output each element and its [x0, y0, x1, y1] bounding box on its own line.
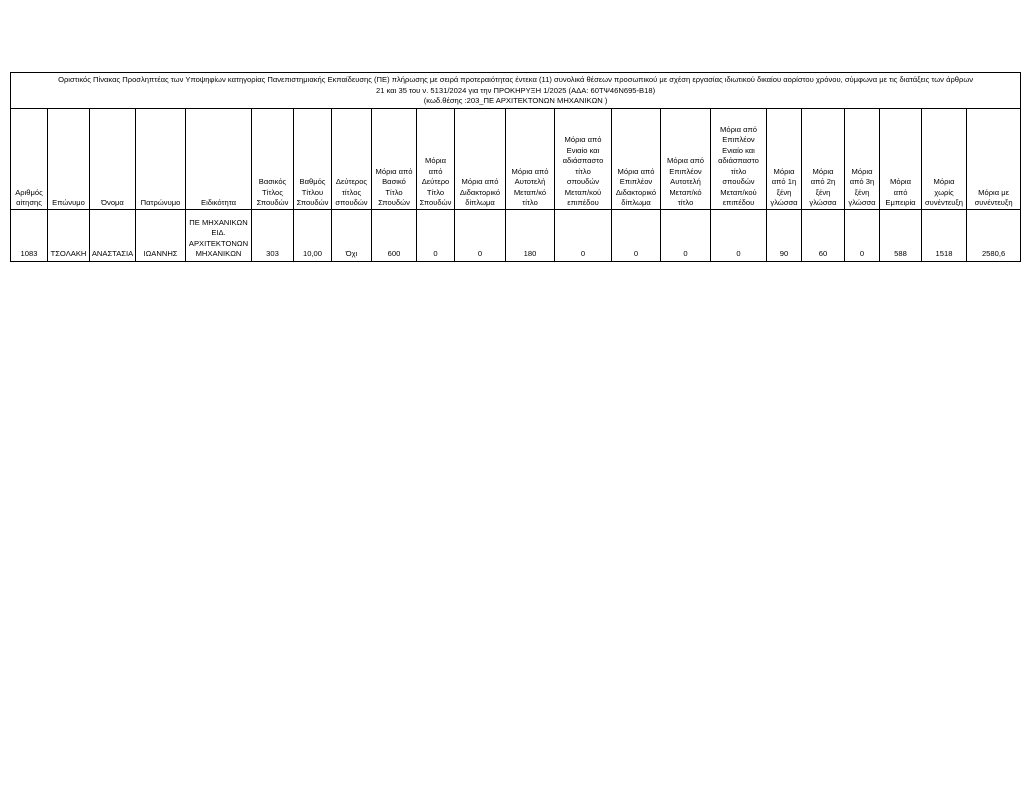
table-cell: 588	[880, 209, 922, 261]
column-header: Μόρια από Επιπλέον Αυτοτελή Μεταπ/κό τίτλο	[661, 108, 711, 209]
table-cell: Όχι	[332, 209, 372, 261]
table-cell: 0	[661, 209, 711, 261]
column-header: Όνομα	[90, 108, 136, 209]
title-line-2: 21 και 35 του ν. 5131/2024 για την ΠΡΟΚΗΡΥΞΗ 1/2025 (ΑΔΑ: 60ΤΨ46Ν695-Β18)	[376, 85, 656, 95]
header-row	[11, 108, 1021, 209]
column-header: Μόρια από Αυτοτελή Μεταπ/κό τίτλο	[506, 108, 555, 209]
column-header: Μόρια από Βασικό Τίτλο Σπουδών	[372, 108, 417, 209]
table-cell: 303	[252, 209, 294, 261]
table-cell: 0	[417, 209, 455, 261]
column-header: Μόρια από 1η ξένη γλώσσα	[767, 108, 802, 209]
table-cell: ΑΝΑΣΤΑΣΙΑ	[90, 209, 136, 261]
table-cell: 90	[767, 209, 802, 261]
table-cell: 10,00	[294, 209, 332, 261]
column-header: Επώνυμο	[48, 108, 90, 209]
column-header: Αριθμός αίτησης	[11, 108, 48, 209]
table-cell: 180	[506, 209, 555, 261]
table-cell: 0	[612, 209, 661, 261]
column-header: Μόρια από Ενιαίο και αδιάσπαστο τίτλο σπουδών Μεταπ/κού επιπέδου	[555, 108, 612, 209]
column-header: Μόρια με συνέντευξη	[967, 108, 1021, 209]
table-cell: 0	[455, 209, 506, 261]
table-cell: ΤΣΟΛΑΚΗ	[48, 209, 90, 261]
table-row	[11, 209, 1021, 261]
table-cell: 0	[845, 209, 880, 261]
column-header: Δεύτερος τίτλος σπουδών	[332, 108, 372, 209]
table-cell: 1083	[11, 209, 48, 261]
table-body	[11, 209, 1021, 261]
candidates-table	[10, 72, 1021, 262]
column-header: Μόρια από Δεύτερο Τίτλο Σπουδών	[417, 108, 455, 209]
title-line-3: (κωδ.θέσης :203_ΠΕ ΑΡΧΙΤΕΚΤΟΝΩΝ ΜΗΧΑΝΙΚΩΝ )	[423, 96, 608, 105]
table-cell: 2580,6	[967, 209, 1021, 261]
column-header: Βαθμός Τίτλου Σπουδών	[294, 108, 332, 209]
column-header: Πατρώνυμο	[136, 108, 186, 209]
title-line-1: Οριστικός Πίνακας Προσληπτέας των Υποψηφίων κατηγορίας Πανεπιστημιακής Εκπαίδευσης (ΠΕ) πλήρωσης με σειρά προτεραιότητας έντεκα (11) συνολικά θέσεων προσωπικού με σχέση εργασίας ιδιωτικού δικαίου αορίστου χρόνου, σύμφωνα με τις διατάξεις των άρθρων	[58, 75, 974, 84]
table-cell: ΙΩΑΝΝΗΣ	[136, 209, 186, 261]
document-title	[11, 73, 1021, 109]
title-row	[11, 73, 1021, 109]
table-cell: 0	[555, 209, 612, 261]
column-header: Μόρια από Διδακτορικό δίπλωμα	[455, 108, 506, 209]
table-cell: 60	[802, 209, 845, 261]
table-cell: 1518	[922, 209, 967, 261]
table-cell: ΠΕ ΜΗΧΑΝΙΚΩΝ ΕΙΔ. ΑΡΧΙΤΕΚΤΟΝΩΝ ΜΗΧΑΝΙΚΩΝ	[186, 209, 252, 261]
column-header: Μόρια από Επιπλέον Διδακτορικό δίπλωμα	[612, 108, 661, 209]
column-header: Μόρια από 2η ξένη γλώσσα	[802, 108, 845, 209]
column-header: Μόρια χωρίς συνέντευξη	[922, 108, 967, 209]
column-header: Ειδικότητα	[186, 108, 252, 209]
table-cell: 600	[372, 209, 417, 261]
column-header: Βασικός Τίτλος Σπουδών	[252, 108, 294, 209]
column-header: Μόρια από Εμπειρία	[880, 108, 922, 209]
table-cell: 0	[711, 209, 767, 261]
column-header: Μόρια από 3η ξένη γλώσσα	[845, 108, 880, 209]
column-header: Μόρια από Επιπλέον Ενιαίο και αδιάσπαστο τίτλο σπουδών Μεταπ/κού επιπέδου	[711, 108, 767, 209]
